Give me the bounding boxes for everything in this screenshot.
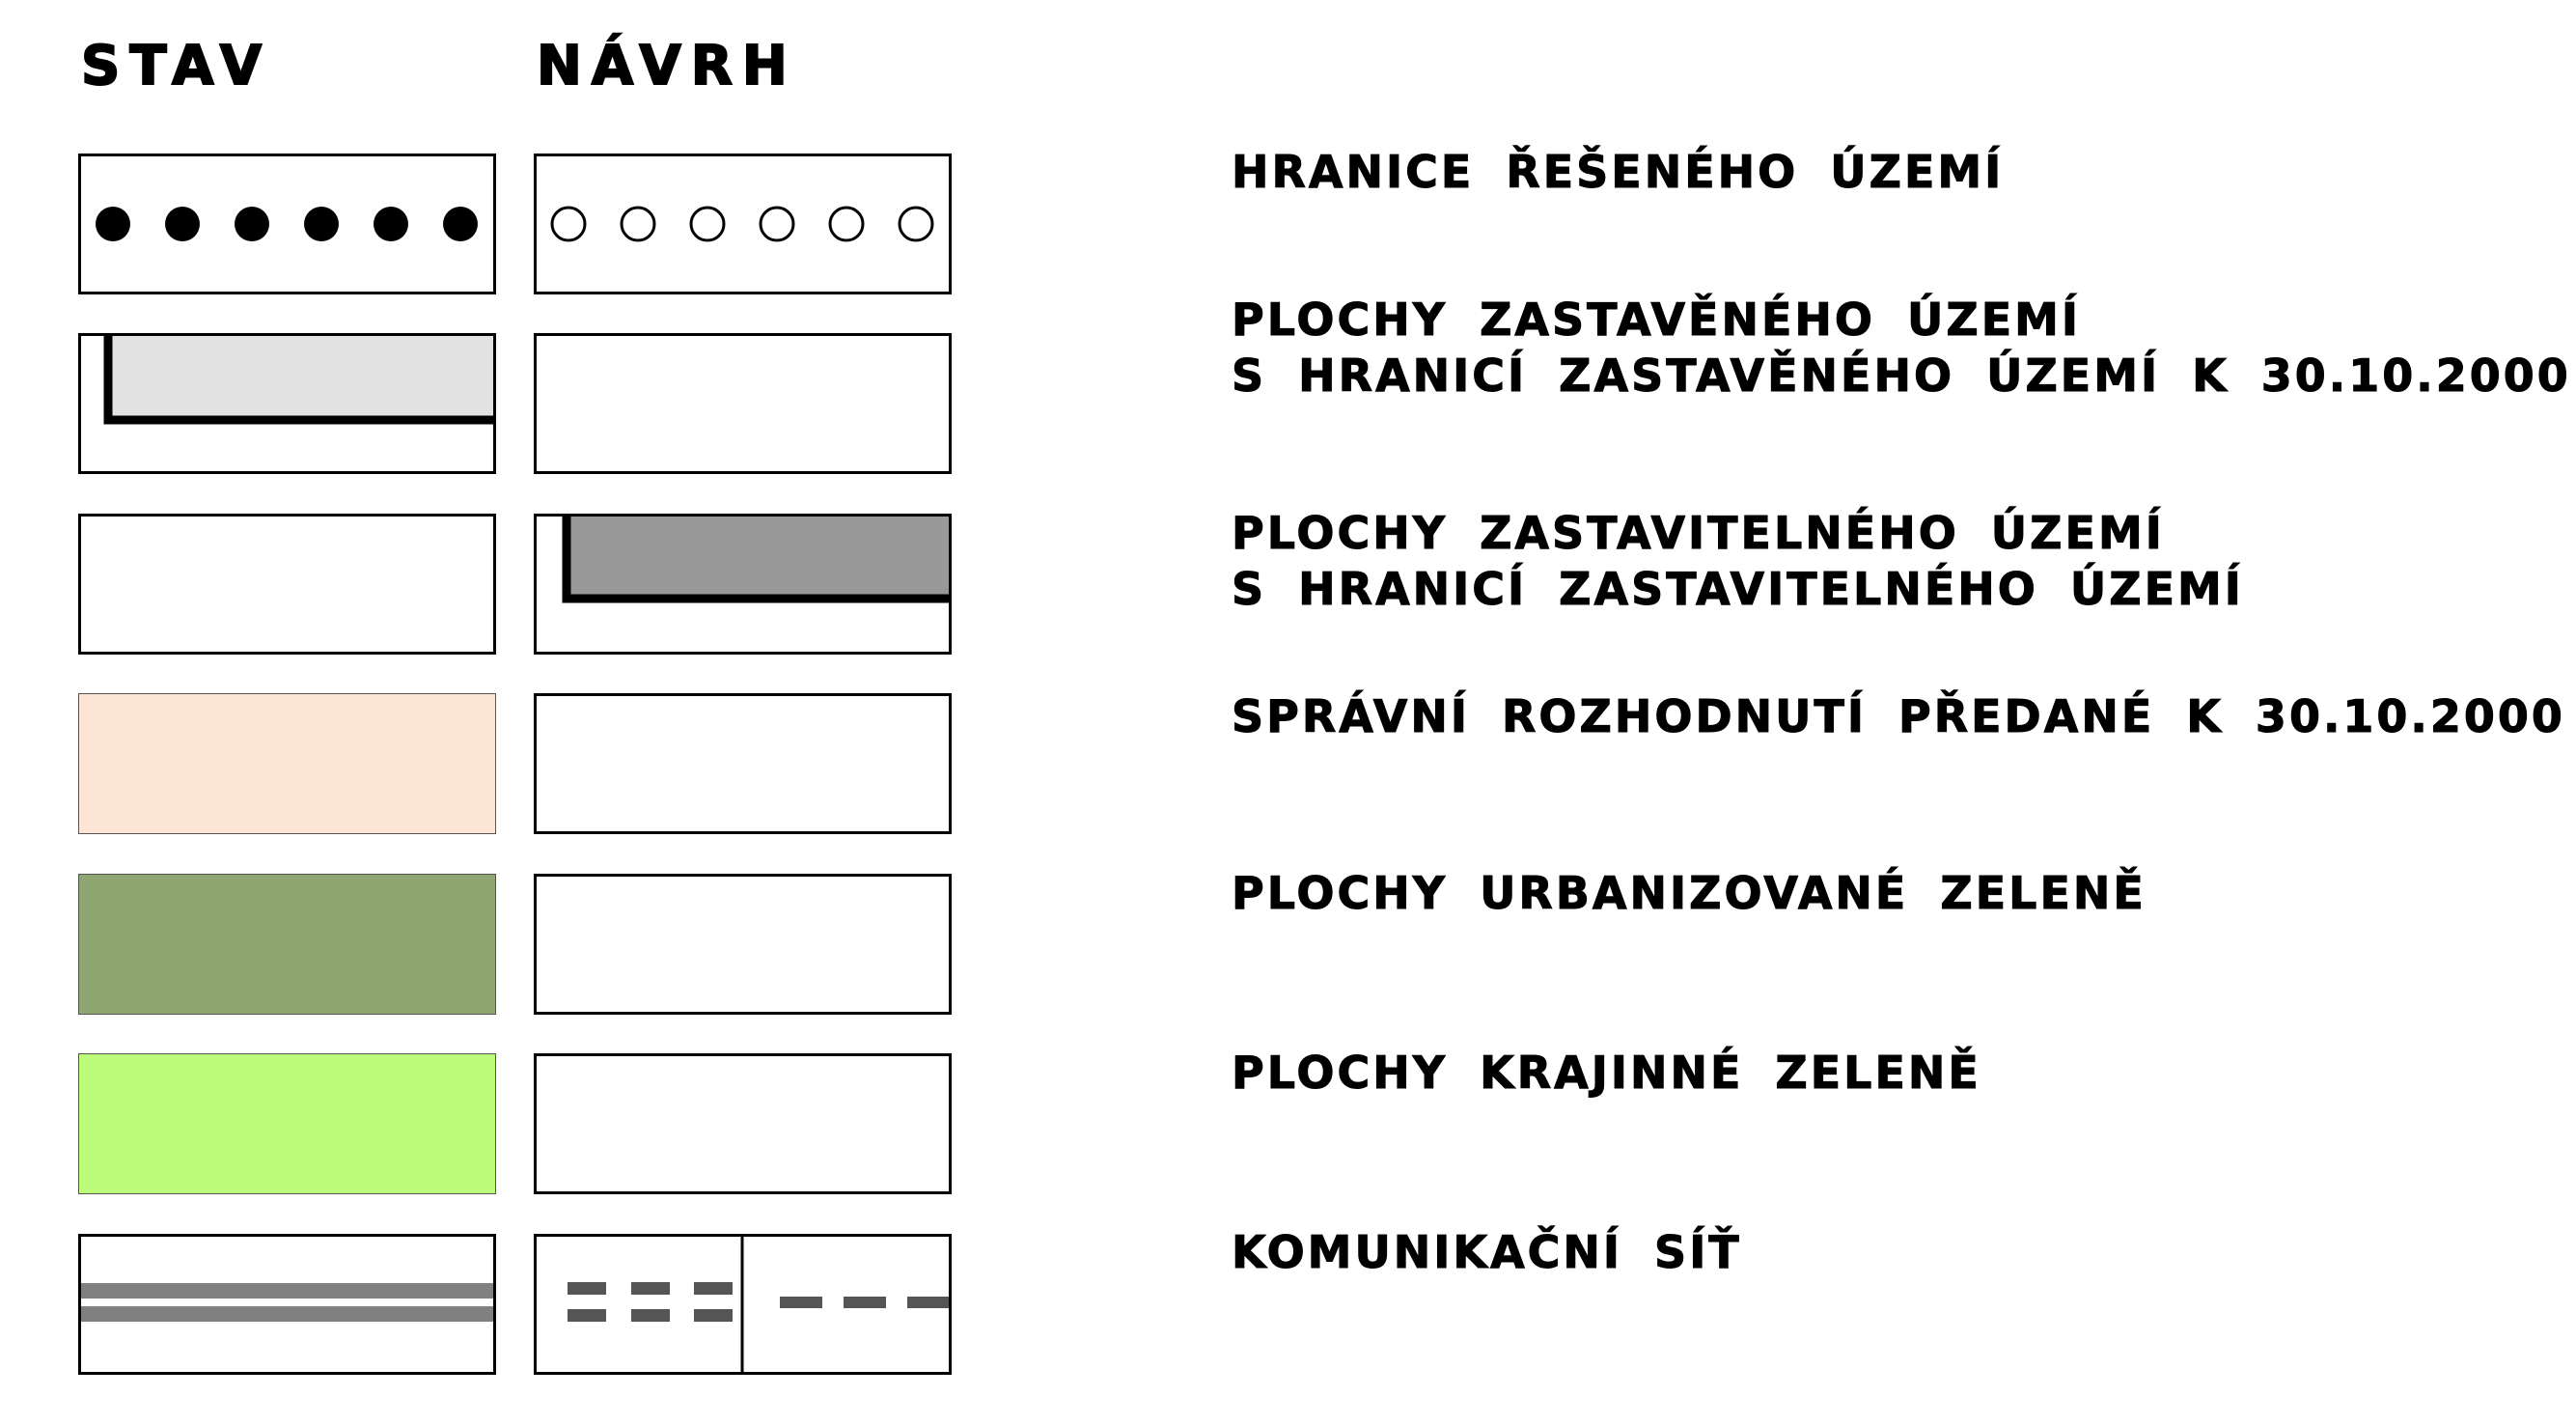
dashed-road-lines-icon: [537, 1237, 952, 1375]
stav-swatch-landscape-green: [78, 1053, 496, 1194]
header-stav: STAV: [81, 35, 272, 98]
peach-area-icon: [79, 694, 496, 834]
hollow-dots-icon: [537, 156, 952, 294]
stav-swatch-boundary: [78, 154, 496, 294]
navrh-swatch-roads: [534, 1234, 952, 1375]
stav-swatch-buildable: [78, 514, 496, 655]
stav-swatch-built-up: [78, 333, 496, 474]
label-boundary: HRANICE ŘEŠENÉHO ÚZEMÍ: [1232, 146, 2005, 198]
dark-grey-area-icon: [537, 517, 952, 655]
label-roads: KOMUNIKAČNÍ SÍŤ: [1232, 1226, 1742, 1278]
navrh-swatch-decision: [534, 693, 952, 834]
navrh-swatch-landscape-green: [534, 1053, 952, 1194]
filled-dots-icon: [81, 156, 496, 294]
label-buildable: PLOCHY ZASTAVITELNÉHO ÚZEMÍ S HRANICÍ ZASTAVITELNÉHO ÚZEMÍ: [1232, 507, 2244, 615]
label-urban-green: PLOCHY URBANIZOVANÉ ZELENĚ: [1232, 867, 2147, 919]
navrh-swatch-urban-green: [534, 874, 952, 1015]
stav-swatch-urban-green: [78, 874, 496, 1015]
label-decision: SPRÁVNÍ ROZHODNUTÍ PŘEDANÉ K 30.10.2000: [1232, 690, 2565, 742]
stav-swatch-decision: [78, 693, 496, 834]
navrh-swatch-boundary: [534, 154, 952, 294]
navrh-swatch-built-up: [534, 333, 952, 474]
light-green-area-icon: [79, 1054, 496, 1194]
stav-swatch-roads: [78, 1234, 496, 1375]
light-grey-area-icon: [81, 336, 496, 474]
double-road-line-icon: [81, 1237, 496, 1375]
header-navrh: NÁVRH: [537, 35, 797, 98]
label-landscape-green: PLOCHY KRAJINNÉ ZELENĚ: [1232, 1047, 1981, 1099]
olive-green-area-icon: [79, 875, 496, 1015]
navrh-swatch-buildable: [534, 514, 952, 655]
label-built-up: PLOCHY ZASTAVĚNÉHO ÚZEMÍ S HRANICÍ ZASTAVĚNÉHO ÚZEMÍ K 30.10.2000: [1232, 293, 2571, 402]
